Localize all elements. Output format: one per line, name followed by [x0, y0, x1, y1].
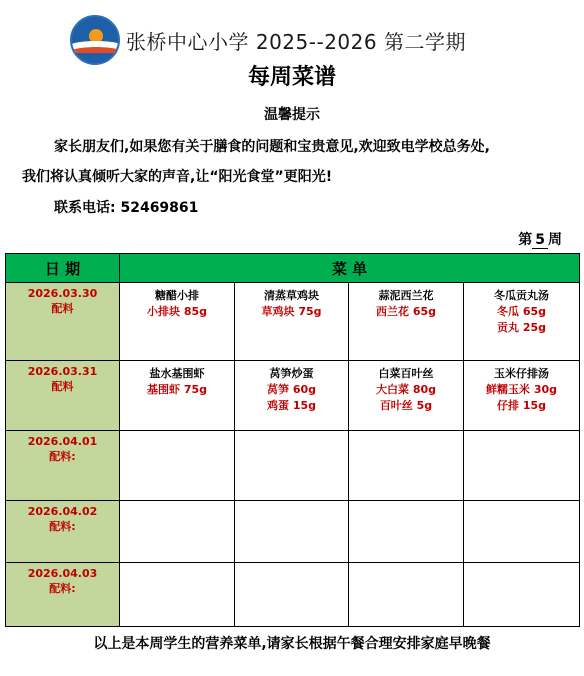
dish-cell [120, 431, 235, 501]
tips-line-1: 家长朋友们,如果您有关于膳食的问题和宝贵意见,欢迎致电学校总务处, [54, 139, 490, 155]
dish-name: 冬瓜贡丸汤 [494, 289, 550, 302]
ingredient-amount: 莴笋 60g [266, 383, 316, 396]
ingredient-amount: 基围虾 75g [146, 383, 207, 396]
week-suffix: 周 [548, 232, 562, 248]
dish-cell [235, 283, 349, 361]
school-logo-icon [70, 15, 120, 65]
date-text: 2026.04.02 [27, 505, 98, 518]
dish-cell [349, 431, 464, 501]
menu-column-header: 菜 单 [120, 254, 580, 283]
menu-table [5, 253, 580, 627]
date-text: 2026.03.30 [27, 287, 98, 300]
page-title: 每周菜谱 [247, 65, 336, 90]
date-text: 2026.04.01 [27, 435, 98, 448]
table-row [6, 563, 580, 627]
ingredients-label: 配料 [51, 380, 74, 393]
dish-cell [464, 563, 580, 627]
dish-cell [120, 283, 235, 361]
ingredient-amount: 草鸡块 75g [261, 305, 322, 318]
table-row [6, 283, 580, 361]
tips-title: 温馨提示 [264, 107, 320, 123]
contact-phone: 联系电话: 52469861 [54, 200, 199, 216]
dish-cell [235, 361, 349, 431]
dish-name: 蒜泥西兰花 [378, 289, 434, 302]
ingredient-amount: 小排块 85g [146, 305, 207, 318]
school-title: 张桥中心小学 2025--2026 第二学期 [126, 29, 466, 54]
ingredients-label: 配料: [49, 520, 76, 533]
ingredient-amount: 贡丸 25g [497, 321, 547, 334]
table-row [6, 501, 580, 563]
dish-cell [349, 563, 464, 627]
dish-cell [120, 361, 235, 431]
dish-cell [349, 283, 464, 361]
table-row [6, 431, 580, 501]
ingredients-label: 配料: [49, 582, 76, 595]
ingredients-label: 配料: [49, 450, 76, 463]
dish-cell [120, 563, 235, 627]
dish-name: 莴笋炒蛋 [269, 367, 314, 380]
ingredient-amount: 西兰花 65g [375, 305, 436, 318]
date-cell [6, 361, 120, 431]
dish-name: 玉米仔排汤 [494, 367, 550, 380]
week-label [518, 229, 562, 249]
dish-name: 糖醋小排 [155, 289, 199, 302]
dish-cell [464, 501, 580, 563]
dish-cell [349, 361, 464, 431]
ingredient-amount: 百叶丝 5g [379, 399, 433, 412]
dish-cell [464, 361, 580, 431]
dish-name: 清蒸草鸡块 [264, 289, 319, 302]
date-text: 2026.04.03 [27, 567, 98, 580]
dish-cell [464, 431, 580, 501]
week-number: 5 [532, 232, 548, 249]
dish-name: 盐水基围虾 [149, 367, 205, 380]
date-cell [6, 283, 120, 361]
school-header [70, 16, 466, 64]
dish-cell [349, 501, 464, 563]
table-row [6, 361, 580, 431]
date-cell [6, 501, 120, 563]
week-prefix: 第 [518, 232, 533, 248]
dish-cell [120, 501, 235, 563]
date-cell [6, 431, 120, 501]
date-cell [6, 563, 120, 627]
ingredient-amount: 鸡蛋 15g [266, 399, 316, 412]
dish-name: 白菜百叶丝 [378, 367, 434, 380]
tips-line-2: 我们将认真倾听大家的声音,让“阳光食堂”更阳光! [22, 169, 333, 185]
ingredients-label: 配料 [51, 302, 74, 315]
dish-cell [464, 283, 580, 361]
ingredient-amount: 仔排 15g [497, 399, 547, 412]
footer-note: 以上是本周学生的营养菜单,请家长根据午餐合理安排家庭早晚餐 [93, 636, 491, 652]
ingredient-amount: 大白菜 80g [375, 383, 436, 396]
date-text: 2026.03.31 [27, 365, 98, 378]
ingredient-amount: 鲜糯玉米 30g [486, 383, 558, 396]
dish-cell [235, 563, 349, 627]
ingredient-amount: 冬瓜 65g [497, 305, 547, 318]
date-column-header: 日 期 [6, 254, 120, 283]
dish-cell [235, 431, 349, 501]
dish-cell [235, 501, 349, 563]
